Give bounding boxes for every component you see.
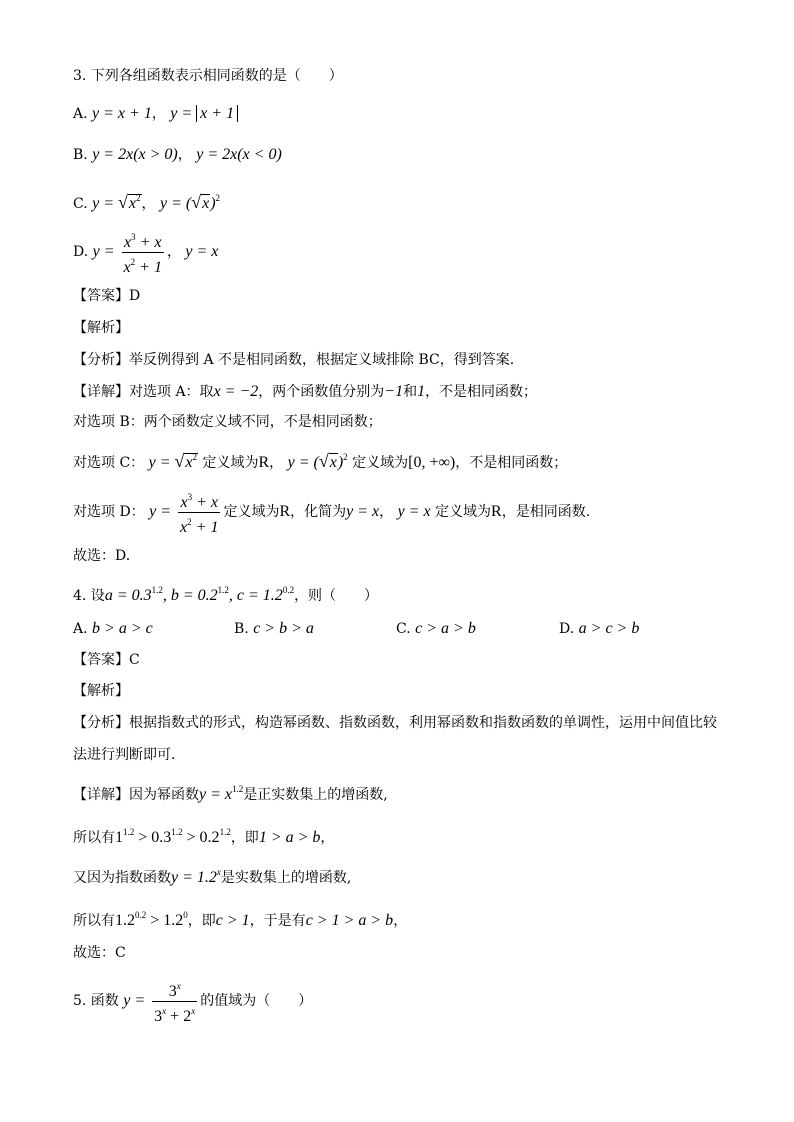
q4-detail-line-1: 【详解】因为幂函数$y = x^{1.2}$是正实数集上的增函数, xyxy=(73,784,388,803)
math-expr: $y = (√x)^2$ xyxy=(159,192,221,212)
q3-answer: 【答案】D xyxy=(73,288,141,304)
separator: ， xyxy=(166,244,181,261)
q3-detail-line-2: 对选项 B：两个函数定义域不同，不是相同函数； xyxy=(73,414,382,430)
option-label: C. xyxy=(73,196,93,212)
q5-stem: 5. 函数 y = $\frac{3^x}{3^x + 2^x}$ 的值域为（ ） xyxy=(73,977,312,1026)
absolute-value: x + 1 xyxy=(196,105,238,122)
q3-stem: 3. 下列各组函数表示相同函数的是（ ） xyxy=(73,68,343,84)
q4-detail-line-3: 又因为指数函数$y = 1.2^x$是实数集上的增函数, xyxy=(73,867,352,886)
q4-answer: 【答案】C xyxy=(73,652,140,668)
math-expr: y = 2x(x < 0) xyxy=(196,146,282,163)
q3-option-d xyxy=(73,228,218,277)
q4-detail-line-2: 所以有$1^{1.2} > 0.3^{1.2} > 0.2^{1.2}$，即1 > a > b， xyxy=(73,827,335,846)
q4-option-c: C. c > a > b xyxy=(396,620,476,637)
separator: ， xyxy=(141,196,156,212)
option-label: B. xyxy=(73,147,93,163)
q3-detail-line-4: 对选项 D： y = $\frac{x^3 + x}{x^2 + 1}$ 定义域为R，化简为y = x， y = x 定义域为R，是相同函数. xyxy=(73,488,590,537)
q4-option-b: B. c > b > a xyxy=(234,620,314,637)
fraction: $\frac{x^3 + x}{x^2 + 1}$ xyxy=(122,228,164,277)
q4-stem: 4. 设$a = 0.3^{1.2}$, $b = 0.2^{1.2}$, $c = 1.2^{0.2}$，则（ ） xyxy=(73,585,379,604)
separator: ， xyxy=(151,106,166,122)
q3-option-b xyxy=(73,145,282,165)
q3-detail-line-1: 【详解】对选项 A：取x = −2，两个函数值分别为−1和1，不是相同函数； xyxy=(73,383,538,400)
q3-detail-line-3: 对选项 C： $y = √x^2$ 定义域为R， $y = (√x)^2$ 定义域为[0, +∞)，不是相同函数； xyxy=(73,451,568,471)
option-label: D. xyxy=(73,244,93,261)
separator: ， xyxy=(177,147,192,163)
q3-option-a xyxy=(73,104,238,124)
q4-analysis-heading: 【解析】 xyxy=(73,683,129,699)
q4-detail-line-5: 故选：C xyxy=(73,945,126,961)
math-expr: y = $\frac{x^3 + x}{x^2 + 1}$ xyxy=(93,243,167,260)
q3-analysis-heading: 【解析】 xyxy=(73,320,129,336)
math-expr: y = x + 1 xyxy=(92,105,152,122)
q4-fenxi-line-2: 法进行判断即可. xyxy=(73,747,176,763)
q4-detail-line-4: 所以有$1.2^{0.2} > 1.2^0$，即c > 1，于是有c > 1 > a > b， xyxy=(73,910,408,929)
math-expr: y = 2x(x > 0) xyxy=(92,146,178,163)
fraction: $\frac{3^x}{3^x + 2^x}$ xyxy=(152,977,197,1026)
q4-option-d: D. a > c > b xyxy=(559,620,640,637)
q4-fenxi-line-1: 【分析】根据指数式的形式，构造幂函数、指数函数，利用幂函数和指数函数的单调性，运用中间值比较 xyxy=(73,715,717,731)
q4-option-a: A. b > a > c xyxy=(73,620,153,637)
q3-detail-line-5: 故选：D. xyxy=(73,548,131,564)
math-expr: y = x + 1 xyxy=(170,105,238,122)
math-expr: y = x xyxy=(185,243,219,261)
option-label: A. xyxy=(73,106,93,122)
q3-fenxi: 【分析】举反例得到 A 不是相同函数，根据定义域排除 BC，得到答案. xyxy=(73,352,515,368)
math-expr: $y = √x^2$ xyxy=(92,192,141,212)
q3-option-c xyxy=(73,188,220,214)
